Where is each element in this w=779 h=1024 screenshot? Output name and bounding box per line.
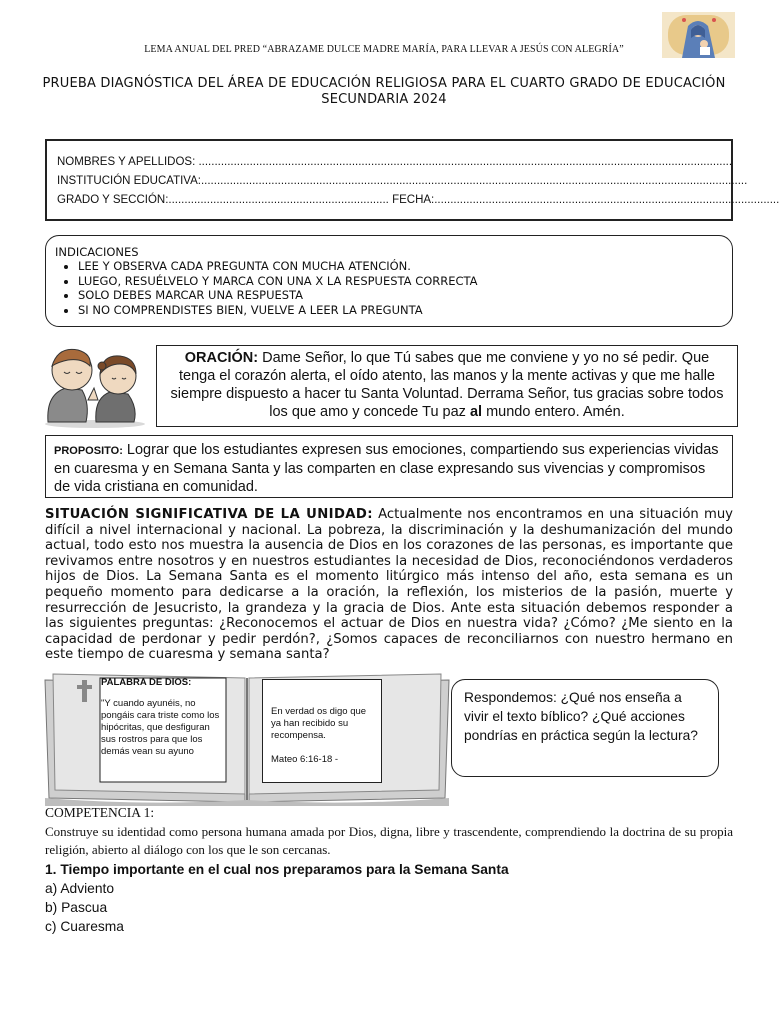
instructions-box: [45, 235, 733, 327]
prayer-text: Dame Señor, lo que Tú sabes que me conviene y yo no sé pedir. Que tenga el corazón alerta, el oído atento, las manos y la mente activas y que me halle siempre dispuesto a hacer tu Santa Voluntad. Derrama Señor, tus gracias sobre todos los que amo y concede Tu paz: [170, 350, 724, 420]
bible-quote-left: [101, 677, 227, 758]
names-field[interactable]: NOMBRES Y APELLIDOS: .......................................................................................................................................................................: [57, 156, 733, 168]
purpose-label: PROPOSITO:: [54, 445, 123, 457]
bible-quote-part-2: En verdad os digo que ya han recibido su recompensa.: [271, 706, 367, 741]
option-a[interactable]: a) Adviento: [45, 881, 115, 896]
grade-field[interactable]: GRADO Y SECCIÓN:.....................................................................: [57, 194, 389, 206]
option-c[interactable]: c) Cuaresma: [45, 919, 124, 934]
virgin-mary-logo: [662, 12, 735, 58]
competency-title: COMPETENCIA 1:: [45, 805, 155, 820]
praying-children-illustration: [38, 344, 153, 428]
prayer-label: ORACIÓN:: [184, 350, 259, 366]
bible-quote-part-1: "Y cuando ayunéis, no pongáis cara triste como los hipócritas, que desfiguran sus rostros para que los demás vean su ayuno: [101, 698, 220, 757]
prayer-text-end: mundo entero. Amén.: [482, 404, 625, 420]
institution-field[interactable]: INSTITUCIÓN EDUCATIVA:...........................................................................................................................................................................: [57, 175, 748, 187]
student-info-box: [45, 139, 779, 221]
grade-date-row: [57, 194, 779, 206]
school-motto: LEMA ANUAL DEL PRED “ABRAZAME DULCE MADRE MARÍA, PARA LLEVAR A JESÚS CON ALEGRÍA”: [144, 44, 624, 55]
exam-title: PRUEBA DIAGNÓSTICA DEL ÁREA DE EDUCACIÓN RELIGIOSA PARA EL CUARTO GRADO DE EDUCACIÓN SECUNDARIA 2024: [42, 76, 726, 107]
instruction-item: • SI NO COMPRENDISTES BIEN, VUELVE A LEER LA PREGUNTA: [78, 303, 478, 318]
instructions-title: INDICACIONES: [55, 245, 139, 259]
purpose-box: [45, 435, 733, 498]
question-1: 1. Tiempo importante en el cual nos preparamos para la Semana Santa: [45, 862, 509, 877]
bible-quote-right: [262, 679, 382, 783]
instruction-item: • SOLO DEBES MARCAR UNA RESPUESTA: [78, 288, 478, 303]
respond-question-box: Respondemos: ¿Qué nos enseña a vivir el texto bíblico? ¿Qué acciones pondrías en práctica según la lectura?: [451, 679, 719, 777]
instruction-item: • LEE Y OBSERVA CADA PREGUNTA CON MUCHA ATENCIÓN.: [78, 259, 478, 274]
prayer-box: [156, 345, 738, 427]
situation-label: SITUACIÓN SIGNIFICATIVA DE LA UNIDAD:: [45, 507, 373, 522]
instructions-list: [62, 259, 478, 317]
instruction-item: • LUEGO, RESUÉLVELO Y MARCA CON UNA X LA RESPUESTA CORRECTA: [78, 274, 478, 289]
bible-title: PALABRA DE DIOS:: [101, 677, 192, 688]
significant-situation: [45, 507, 733, 663]
competency-text: Construye su identidad como persona humana amada por Dios, digna, libre y trascendente, comprendiendo la doctrina de su propia religión, abierto al diálogo con los que le son cercanas.: [45, 824, 733, 857]
bible-reference: Mateo 6:16-18 -: [271, 754, 339, 765]
prayer-bold-word: al: [469, 404, 483, 420]
purpose-text: Lograr que los estudiantes expresen sus emociones, compartiendo sus experiencias vividas en cuaresma y en Semana Santa y las comparten en clase expresando sus vivencias y compromisos de vida cristiana en comunidad.: [54, 442, 719, 495]
situation-text: Actualmente nos encontramos en una situación muy difícil a nivel internacional y nacional. La pobreza, la discriminación y la deshumanización del mundo actual, todo esto nos muestra la ausencia de Dios en los corazones de las personas, es importante que revivamos entre nosotros y en nuestros estudiantes la necesidad de Dios, reconociéndonos verdaderos hijos de Dios. La Semana Santa es el momento litúrgico más intenso del año, esta semana es un pequeño momento para dedicarse a la oración, la reflexión, los misterios de la pasión, muerte y resurrección de Jesucristo, la grandeza y la gracia de Dios. Ante esta situación debemos responder a las siguientes preguntas: ¿Reconocemos el actuar de Dios en nuestra vida? ¿Cómo? ¿Me siento en la capacidad de perdonar y pedir perdón?, ¿Somos capaces de reconciliarnos con nuestro hermano en este tiempo de cuaresma y semana santa?: [45, 507, 733, 663]
date-field[interactable]: FECHA:............................................................................................................: [388, 194, 779, 206]
option-b[interactable]: b) Pascua: [45, 900, 108, 915]
